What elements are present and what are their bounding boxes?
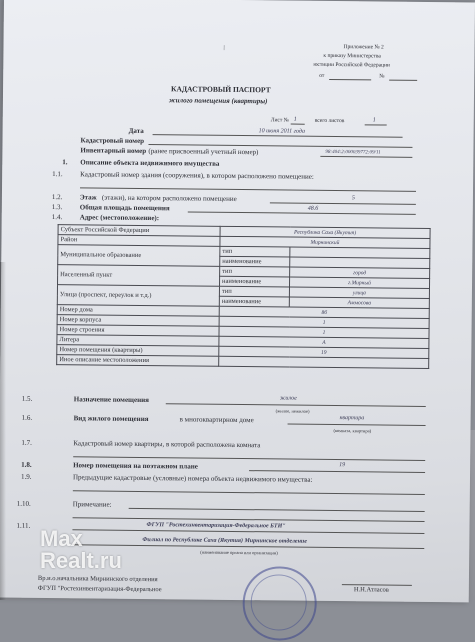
purpose-value: жилое [279,395,297,402]
branch-name: Филиал по Республике Саха (Якутия) Мирнинское отделение [142,537,307,545]
floor-plan-number-value: 19 [339,462,346,469]
section-1-5-number: 1.5. [21,394,33,403]
address-table [56,224,430,369]
street-type-value: улица [289,287,429,298]
date-label: Дата [128,126,144,136]
section-1-1-label: Кадастровый номер здания (сооружения), в котором расположено помещение: [80,170,314,181]
section-1-11-number: 1.11. [16,521,31,530]
floor-plan-number-line [249,470,425,473]
street-name-value: Аммосова [289,297,429,308]
header-line-3: юстиции Российской Федерации [313,61,390,69]
inventory-number-label: Инвентарный номер [80,146,147,156]
sheet-value: 1 [293,116,297,123]
apartment-label: Номер помещения (квартиры) [57,345,219,357]
street-label: Улица (проспект, переулок и т.д.) [57,285,219,307]
inventory-number-value: 98:404:2:000039772:09/11 [325,149,381,156]
header-number-line [389,80,417,81]
inventory-number-line [320,156,412,158]
organization-hint: (наименование органа или организации) [200,549,278,556]
header-date-line [329,79,371,80]
date-value: 10 июня 2011 года [258,128,306,135]
sheet-line [291,124,305,125]
header-line-2: к приказу Министерства [323,52,381,60]
type-label: тип [220,246,290,257]
header-number-label: № [379,73,385,80]
korpus-label: Номер корпуса [57,315,219,327]
name-label: наименование [220,256,290,267]
name-label: наименование [220,276,290,287]
area-value: 48.6 [307,205,319,212]
signer-title-line-2: ФГУП "Ростехинвентаризация-Федеральное [37,584,162,594]
name-label: наименование [219,296,289,307]
municipal-label: Муниципальное образование [58,245,220,267]
watermark-logo [40,528,122,572]
section-1-number: 1. [62,158,68,167]
settlement-name-value: г.Мирный [289,277,429,288]
section-1-4-label: Адрес (местоположение): [79,213,160,223]
inventory-number-note: (ранее присвоенный учетный номер) [148,147,259,157]
section-1-8-label: Номер помещения на поэтажном плане [73,461,198,471]
district-label: Район [58,235,220,247]
watermark-line-2: Realt.ru [40,548,122,573]
total-sheets-label: всего листов [314,117,345,125]
date-line [153,134,403,138]
district-value: Мирнинский [220,236,430,248]
document-title: КАДАСТРОВЫЙ ПАСПОРТ [171,84,271,95]
header-date-label: от [319,72,325,79]
purpose-hint: (жилое, нежилое) [275,408,310,414]
signer-name: Н.Н.Атласов [353,586,389,594]
section-1-10-number: 1.10. [16,499,31,508]
litera-value: А [219,336,429,348]
section-1-6-note: в многоквартирном доме [179,415,254,425]
area-line [188,211,416,214]
page-mark: | [223,44,225,51]
type-label: тип [219,286,289,297]
watermark-line-1: Max [40,526,83,551]
sheet-label: Лист № [270,117,289,124]
settlement-type-value: город [290,267,430,278]
dwelling-type-hint: (комната, квартира) [333,428,372,434]
subject-label: Субъект Российской Федерации [58,225,220,237]
korpus-value: 1 [219,316,429,328]
section-1-6-number: 1.6. [21,413,33,422]
section-1-9-label: Предыдущие кадастровые (условные) номера объекта недвижимого имущества: [72,473,313,484]
building-value: 1 [219,326,429,338]
section-1-7-number: 1.7. [21,438,32,447]
floor-line [270,202,416,205]
settlement-label: Населенный пункт [58,265,220,287]
floor-value: 5 [351,195,355,202]
section-1-2-number: 1.2. [51,193,63,202]
organization-name: ФГУП "Ростехинвентаризация-Федеральное БТИ" [146,522,286,530]
section-1-10-label: Примечание: [72,500,112,509]
house-value: 8б [219,306,429,318]
section-1-5-label: Назначение помещения [73,395,149,405]
building-label: Номер строения [57,325,219,337]
section-1-3-label: Общая площадь помещения [79,203,170,213]
section-1-9-number: 1.9. [20,472,32,481]
cadastral-number-label: Кадастровый номер [80,136,145,146]
document-subtitle: жилого помещения (квартиры) [168,96,268,106]
section-1-8-number: 1.8. [21,460,32,469]
section-1-1-line [80,187,416,192]
apartment-value: 19 [219,346,429,358]
section-1-2-label: Этаж [79,193,97,202]
section-1-3-number: 1.3. [51,203,63,212]
other-description-label: Иное описание местоположения [57,355,219,367]
section-1-7-line [73,456,425,461]
subject-value: Республика Саха (Якутия) [220,226,430,238]
house-label: Номер дома [57,305,219,317]
section-1-2-note: (этажи), на котором расположено помещение [101,193,237,203]
dwelling-type-value: квартира [339,415,365,422]
other-description-value [219,356,429,368]
seal-stamp-inner [250,574,307,631]
header-line-1: Приложение № 2 [343,44,384,51]
litera-label: Литера [57,335,219,347]
section-1-9-line [73,490,425,495]
section-1-7-label: Кадастровый номер квартиры, в которой расположена комната [73,439,261,450]
type-label: тип [220,266,290,277]
signer-title-line-1: Вр.и.о.начальника Мирнинского отделения [37,574,158,584]
section-1-10-line [129,508,425,512]
section-1-title: Описание объекта недвижимого имущества [80,158,220,168]
page-fold-shadow [0,262,6,600]
total-sheets-value: 1 [372,117,376,124]
total-sheets-line [365,124,387,125]
section-1-1-number: 1.1. [52,170,63,179]
section-1-4-number: 1.4. [51,213,63,222]
section-1-6-label: Вид жилого помещения [73,414,149,424]
